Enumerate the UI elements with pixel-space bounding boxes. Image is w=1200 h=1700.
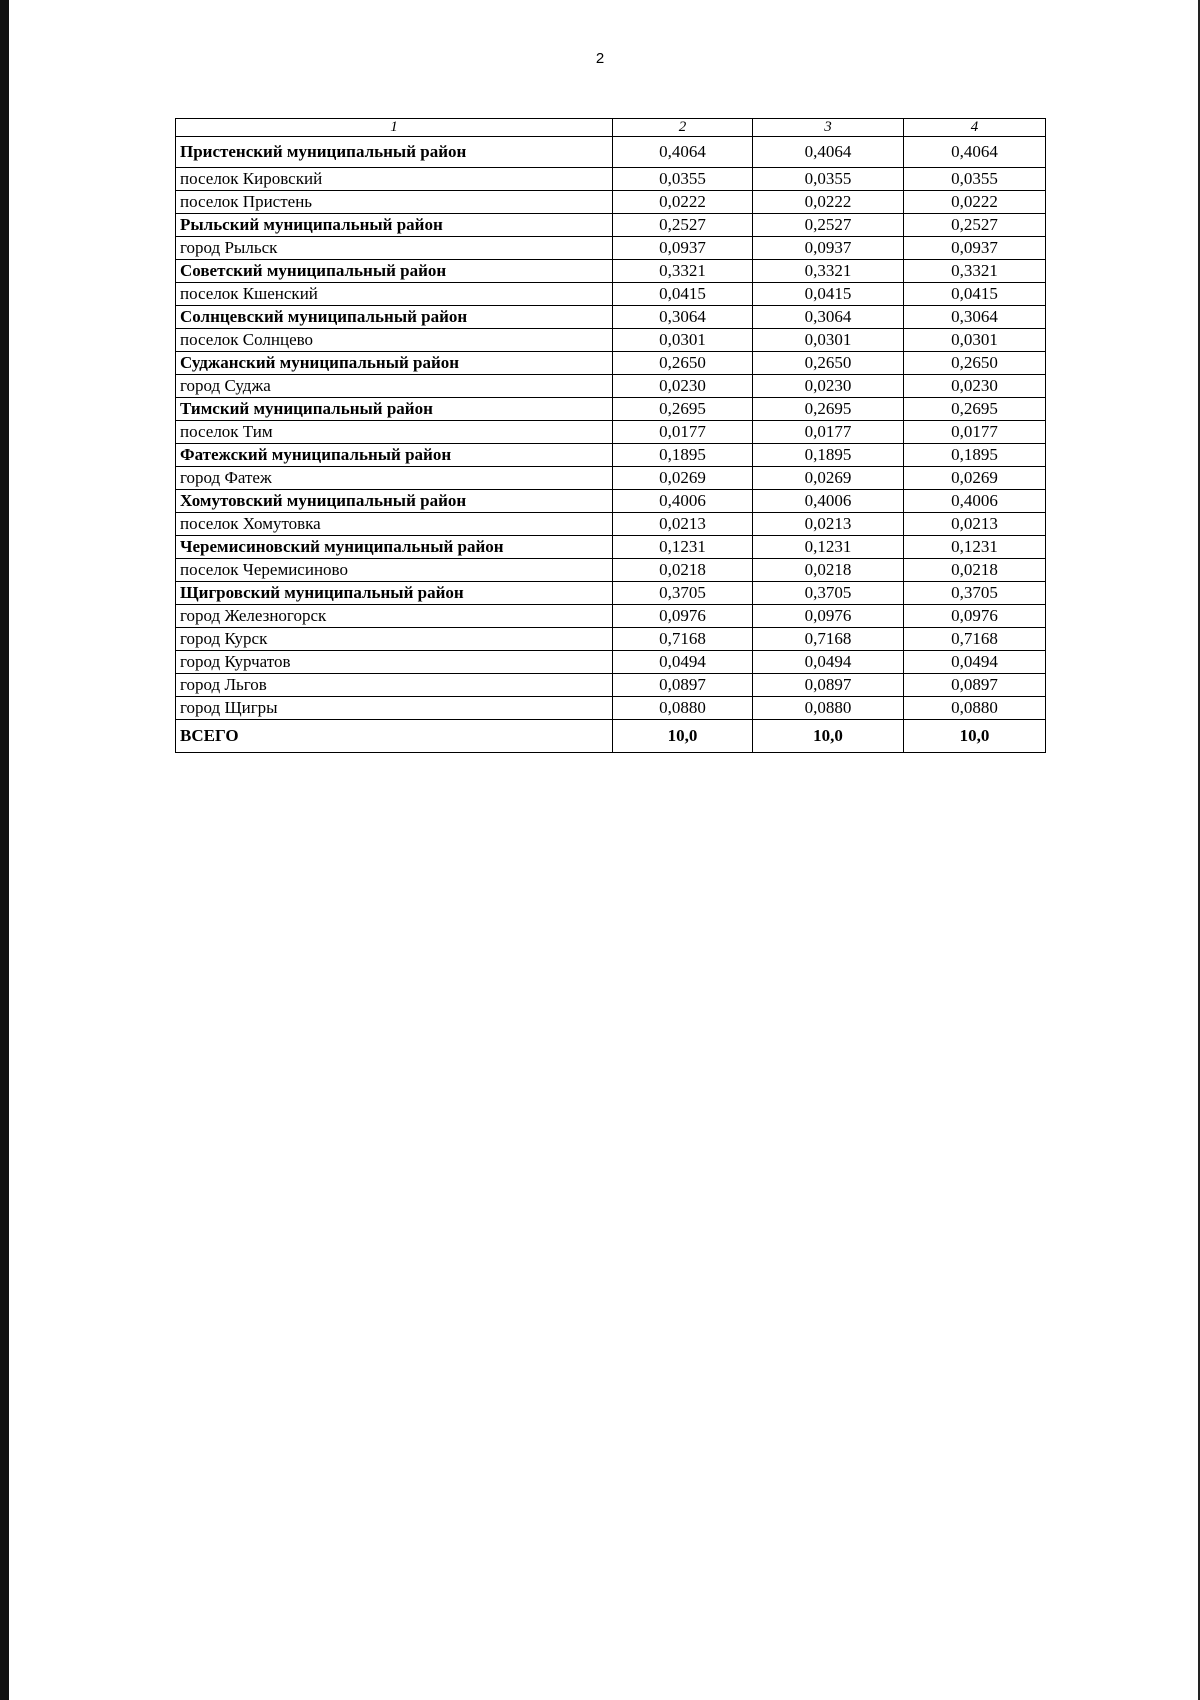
row-value-col4: 0,0269 <box>904 467 1046 490</box>
row-name-cell: город Рыльск <box>176 237 613 260</box>
total-value-col4: 10,0 <box>904 720 1046 753</box>
row-value-col2: 0,0880 <box>613 697 753 720</box>
row-name-cell: город Льгов <box>176 674 613 697</box>
settlement-row <box>176 191 1046 214</box>
row-name-cell: Тимский муниципальный район <box>176 398 613 421</box>
row-value-col3: 0,0269 <box>753 467 904 490</box>
row-value-col4: 0,0415 <box>904 283 1046 306</box>
row-name-cell: Фатежский муниципальный район <box>176 444 613 467</box>
row-name-cell: Советский муниципальный район <box>176 260 613 283</box>
row-value-col2: 0,1231 <box>613 536 753 559</box>
settlement-row <box>176 697 1046 720</box>
row-value-col4: 0,0218 <box>904 559 1046 582</box>
district-row <box>176 444 1046 467</box>
row-value-col3: 0,0301 <box>753 329 904 352</box>
row-name-cell: Щигровский муниципальный район <box>176 582 613 605</box>
row-value-col4: 0,0213 <box>904 513 1046 536</box>
row-value-col4: 0,2527 <box>904 214 1046 237</box>
row-value-col2: 0,0177 <box>613 421 753 444</box>
row-value-col4: 0,0937 <box>904 237 1046 260</box>
settlement-row <box>176 674 1046 697</box>
row-value-col3: 0,0415 <box>753 283 904 306</box>
settlement-row <box>176 283 1046 306</box>
row-value-col2: 0,0976 <box>613 605 753 628</box>
district-row <box>176 306 1046 329</box>
row-value-col4: 0,4006 <box>904 490 1046 513</box>
settlement-row <box>176 329 1046 352</box>
total-value-col3: 10,0 <box>753 720 904 753</box>
settlement-row <box>176 605 1046 628</box>
allocation-table <box>175 118 1046 753</box>
row-value-col4: 0,1895 <box>904 444 1046 467</box>
settlement-row <box>176 421 1046 444</box>
row-value-col2: 0,3705 <box>613 582 753 605</box>
row-value-col4: 0,3321 <box>904 260 1046 283</box>
row-value-col4: 0,3064 <box>904 306 1046 329</box>
settlement-row <box>176 168 1046 191</box>
row-value-col4: 0,0897 <box>904 674 1046 697</box>
row-value-col4: 0,3705 <box>904 582 1046 605</box>
row-value-col4: 0,0355 <box>904 168 1046 191</box>
row-value-col3: 0,0494 <box>753 651 904 674</box>
row-name-cell: Солнцевский муниципальный район <box>176 306 613 329</box>
allocation-table-container <box>175 118 1045 753</box>
header-cell-col3: 3 <box>753 119 904 137</box>
row-value-col2: 0,0494 <box>613 651 753 674</box>
row-name-cell: поселок Тим <box>176 421 613 444</box>
row-name-cell: поселок Кшенский <box>176 283 613 306</box>
row-name-cell: поселок Хомутовка <box>176 513 613 536</box>
settlement-row <box>176 513 1046 536</box>
row-value-col2: 0,2527 <box>613 214 753 237</box>
row-value-col2: 0,3321 <box>613 260 753 283</box>
row-value-col2: 0,2650 <box>613 352 753 375</box>
row-value-col2: 0,0301 <box>613 329 753 352</box>
district-row <box>176 536 1046 559</box>
district-row <box>176 398 1046 421</box>
row-value-col3: 0,2695 <box>753 398 904 421</box>
row-value-col4: 0,2650 <box>904 352 1046 375</box>
row-value-col4: 0,0301 <box>904 329 1046 352</box>
row-value-col2: 0,7168 <box>613 628 753 651</box>
row-name-cell: город Суджа <box>176 375 613 398</box>
row-value-col2: 0,0218 <box>613 559 753 582</box>
row-value-col4: 0,7168 <box>904 628 1046 651</box>
row-name-cell: город Курск <box>176 628 613 651</box>
row-name-cell: Рыльский муниципальный район <box>176 214 613 237</box>
header-cell-col1: 1 <box>176 119 613 137</box>
row-value-col3: 0,2527 <box>753 214 904 237</box>
row-value-col2: 0,3064 <box>613 306 753 329</box>
row-value-col3: 0,3321 <box>753 260 904 283</box>
row-value-col2: 0,4006 <box>613 490 753 513</box>
row-value-col2: 0,0222 <box>613 191 753 214</box>
row-value-col3: 0,1231 <box>753 536 904 559</box>
district-row <box>176 214 1046 237</box>
district-row <box>176 137 1046 168</box>
row-value-col3: 0,0222 <box>753 191 904 214</box>
row-name-cell: поселок Солнцево <box>176 329 613 352</box>
settlement-row <box>176 375 1046 398</box>
district-row <box>176 352 1046 375</box>
row-value-col3: 0,0880 <box>753 697 904 720</box>
row-name-cell: город Фатеж <box>176 467 613 490</box>
row-value-col3: 0,0218 <box>753 559 904 582</box>
row-name-cell: поселок Черемисиново <box>176 559 613 582</box>
row-value-col3: 0,0213 <box>753 513 904 536</box>
row-value-col2: 0,4064 <box>613 137 753 168</box>
row-value-col4: 0,0177 <box>904 421 1046 444</box>
row-value-col4: 0,0222 <box>904 191 1046 214</box>
row-value-col3: 0,3705 <box>753 582 904 605</box>
district-row <box>176 490 1046 513</box>
row-name-cell: город Железногорск <box>176 605 613 628</box>
row-value-col3: 0,0937 <box>753 237 904 260</box>
row-value-col3: 0,0177 <box>753 421 904 444</box>
row-value-col4: 0,0976 <box>904 605 1046 628</box>
row-name-cell: Суджанский муниципальный район <box>176 352 613 375</box>
row-value-col2: 0,1895 <box>613 444 753 467</box>
row-value-col2: 0,0415 <box>613 283 753 306</box>
row-value-col3: 0,4064 <box>753 137 904 168</box>
row-value-col2: 0,0355 <box>613 168 753 191</box>
settlement-row <box>176 559 1046 582</box>
row-value-col3: 0,2650 <box>753 352 904 375</box>
page-number: 2 <box>595 50 605 67</box>
row-value-col2: 0,0269 <box>613 467 753 490</box>
row-value-col4: 0,1231 <box>904 536 1046 559</box>
row-name-cell: поселок Кировский <box>176 168 613 191</box>
row-name-cell: город Щигры <box>176 697 613 720</box>
row-value-col3: 0,7168 <box>753 628 904 651</box>
total-label: ВСЕГО <box>176 720 613 753</box>
row-value-col3: 0,4006 <box>753 490 904 513</box>
row-value-col3: 0,0976 <box>753 605 904 628</box>
row-value-col2: 0,0230 <box>613 375 753 398</box>
row-value-col2: 0,2695 <box>613 398 753 421</box>
row-value-col4: 0,2695 <box>904 398 1046 421</box>
row-value-col4: 0,4064 <box>904 137 1046 168</box>
district-row <box>176 260 1046 283</box>
row-name-cell: поселок Пристень <box>176 191 613 214</box>
district-row <box>176 582 1046 605</box>
row-value-col3: 0,3064 <box>753 306 904 329</box>
table-body <box>176 137 1046 720</box>
settlement-row <box>176 467 1046 490</box>
row-value-col2: 0,0937 <box>613 237 753 260</box>
scan-left-edge <box>0 0 9 1700</box>
row-value-col2: 0,0213 <box>613 513 753 536</box>
row-name-cell: город Курчатов <box>176 651 613 674</box>
total-row <box>176 720 1046 753</box>
row-value-col3: 0,0897 <box>753 674 904 697</box>
settlement-row <box>176 651 1046 674</box>
settlement-row <box>176 628 1046 651</box>
row-name-cell: Пристенский муниципальный район <box>176 137 613 168</box>
header-cell-col2: 2 <box>613 119 753 137</box>
row-name-cell: Черемисиновский муниципальный район <box>176 536 613 559</box>
row-value-col4: 0,0494 <box>904 651 1046 674</box>
row-value-col4: 0,0230 <box>904 375 1046 398</box>
row-name-cell: Хомутовский муниципальный район <box>176 490 613 513</box>
row-value-col3: 0,0230 <box>753 375 904 398</box>
settlement-row <box>176 237 1046 260</box>
header-cell-col4: 4 <box>904 119 1046 137</box>
row-value-col2: 0,0897 <box>613 674 753 697</box>
row-value-col3: 0,0355 <box>753 168 904 191</box>
row-value-col3: 0,1895 <box>753 444 904 467</box>
row-value-col4: 0,0880 <box>904 697 1046 720</box>
total-value-col2: 10,0 <box>613 720 753 753</box>
header-row <box>176 119 1046 137</box>
